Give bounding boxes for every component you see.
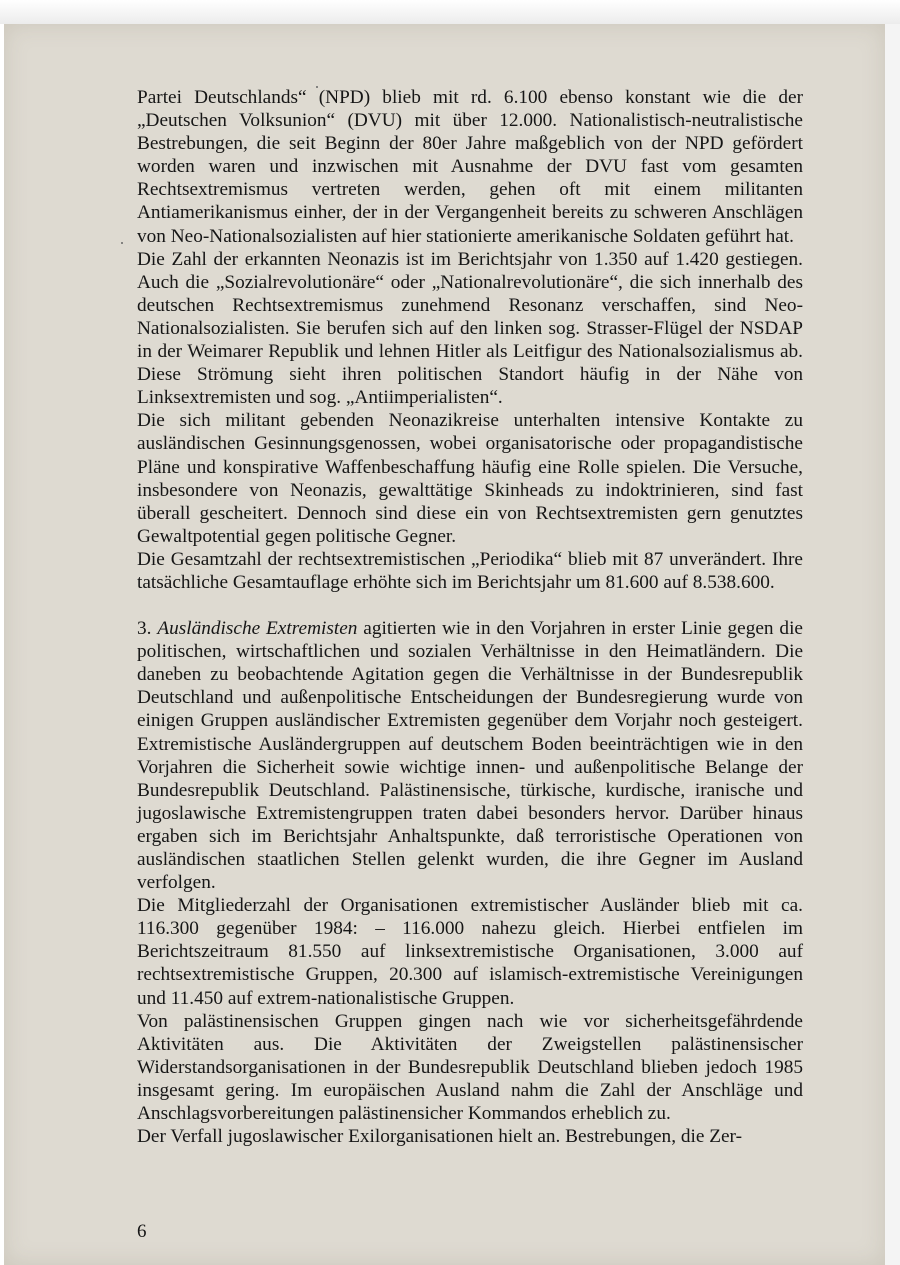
paragraph: Die Mitgliederzahl der Organisationen extremistischer Ausländer blieb mit ca. 116.300 gegenüber 1984: – 116.000 nahezu gleich. Hierbei entfielen im Berichtszeitraum 81.550 auf linksextremistische Organisationen, 3.000 auf rechtsextremistische Gruppen, 20.300 auf islamisch-extremistische Vereinigungen und 11.450 auf extrem-nationalistische Gruppen. — [137, 895, 803, 1009]
page-number: 6 — [137, 1221, 147, 1242]
paragraph: Partei Deutschlands“ (NPD) blieb mit rd. 6.100 ebenso konstant wie die der „Deutschen Volksunion“ (DVU) mit über 12.000. Nationalistisch-neutralistische Bestrebungen, die seit Beginn der 80er Jahre maßgeblich von der NPD gefördert worden waren und inzwischen mit Ausnahme der DVU fast vom gesamten Rechtsextremismus vertreten werden, gehen oft mit einem militanten Antiamerikanismus einher, der in der Vergangenheit bereits zu schweren Anschlägen von Neo-Nationalsozialisten auf hier stationierte amerikanische Soldaten geführt hat. — [137, 87, 803, 247]
scan-speck — [121, 242, 123, 244]
paragraph: Der Verfall jugoslawischer Exilorganisationen hielt an. Bestrebungen, die Zer- — [137, 1126, 743, 1148]
scan-top-edge — [0, 0, 900, 24]
paragraph: Von palästinensischen Gruppen gingen nach wie vor sicherheitsgefährdende Aktivitäten aus. Die Aktivitäten der Zweigstellen palästinensischer Widerstandsorganisationen in der Bundesrepublik Deutschland blieben jedoch 1985 insgesamt gering. Im europäischen Ausland nahm die Zahl der Anschläge und Anschlagsvorbereitungen palästinensicher Kommandos erheblich zu. — [137, 1010, 803, 1125]
paragraph: Die Zahl der erkannten Neonazis ist im Berichtsjahr von 1.350 auf 1.420 gestiegen. Auch die „Sozialrevolutionäre“ oder „Nationalrevolutionäre“, die sich innerhalb des deutschen Rechtsextremismus zunehmend Resonanz verschaffen, sind Neo-Nationalsozialisten. Sie berufen sich auf den linken sog. Strasser-Flügel der NSDAP in der Weimarer Republik und lehnen Hitler als Leitfigur des Nationalsozialismus ab. Diese Strömung sieht ihren politischen Standort häufig in der Nähe von Linksextremisten und sog. „Antiimperialisten“. — [137, 248, 803, 409]
section-heading: Ausländische Extremisten — [157, 618, 358, 640]
section-number: 3. — [137, 618, 152, 640]
body-text — [137, 86, 803, 1148]
section-text: agitierten wie in den Vorjahren in erster Linie gegen die politischen, wirtschaftlichen und sozialen Verhältnisse in den Heimatländern. Die daneben zu beobachtende Agitation gegen die Verhältnisse in der Bundesrepublik Deutschland und außenpolitische Entscheidungen der Bundesregierung wurde von einigen Gruppen ausländischer Extremisten gegenüber dem Vorjahr noch gesteigert. Extremistische Ausländergruppen auf deutschem Boden beeinträchtigen wie in den Vorjahren die Sicherheit sowie wichtige innen- und außenpolitische Belange der Bundesrepublik Deutschland. Palästinensische, türkische, kurdische, iranische und jugoslawische Extremistengruppen traten dabei besonders hervor. Darüber hinaus ergaben sich im Berichtsjahr Anhaltspunkte, daß terroristische Operationen von ausländischen staatlichen Stellen gelenkt wurden, die ihre Gegner im Ausland verfolgen. — [137, 618, 803, 894]
scan-right-edge — [885, 24, 900, 1265]
paragraph: Die Gesamtzahl der rechtsextremistischen „Periodika“ blieb mit 87 unverändert. Ihre tatsächliche Gesamtauflage erhöhte sich im Berichtsjahr um 81.600 auf 8.538.600. — [137, 548, 803, 593]
paragraph: Die sich militant gebenden Neonazikreise unterhalten intensive Kontakte zu ausländischen Gesinnungsgenossen, wobei organisatorische oder propagandistische Pläne und konspirative Waffenbeschaffung häufig eine Rolle spielen. Die Versuche, insbesondere von Neonazis, gewalttätige Skinheads zu indoktrinieren, sind fast überall gescheitert. Dennoch sind diese ein von Rechtsextremisten gern genutztes Gewaltpotential gegen politische Gegner. — [137, 410, 803, 547]
section-paragraph — [137, 617, 803, 894]
